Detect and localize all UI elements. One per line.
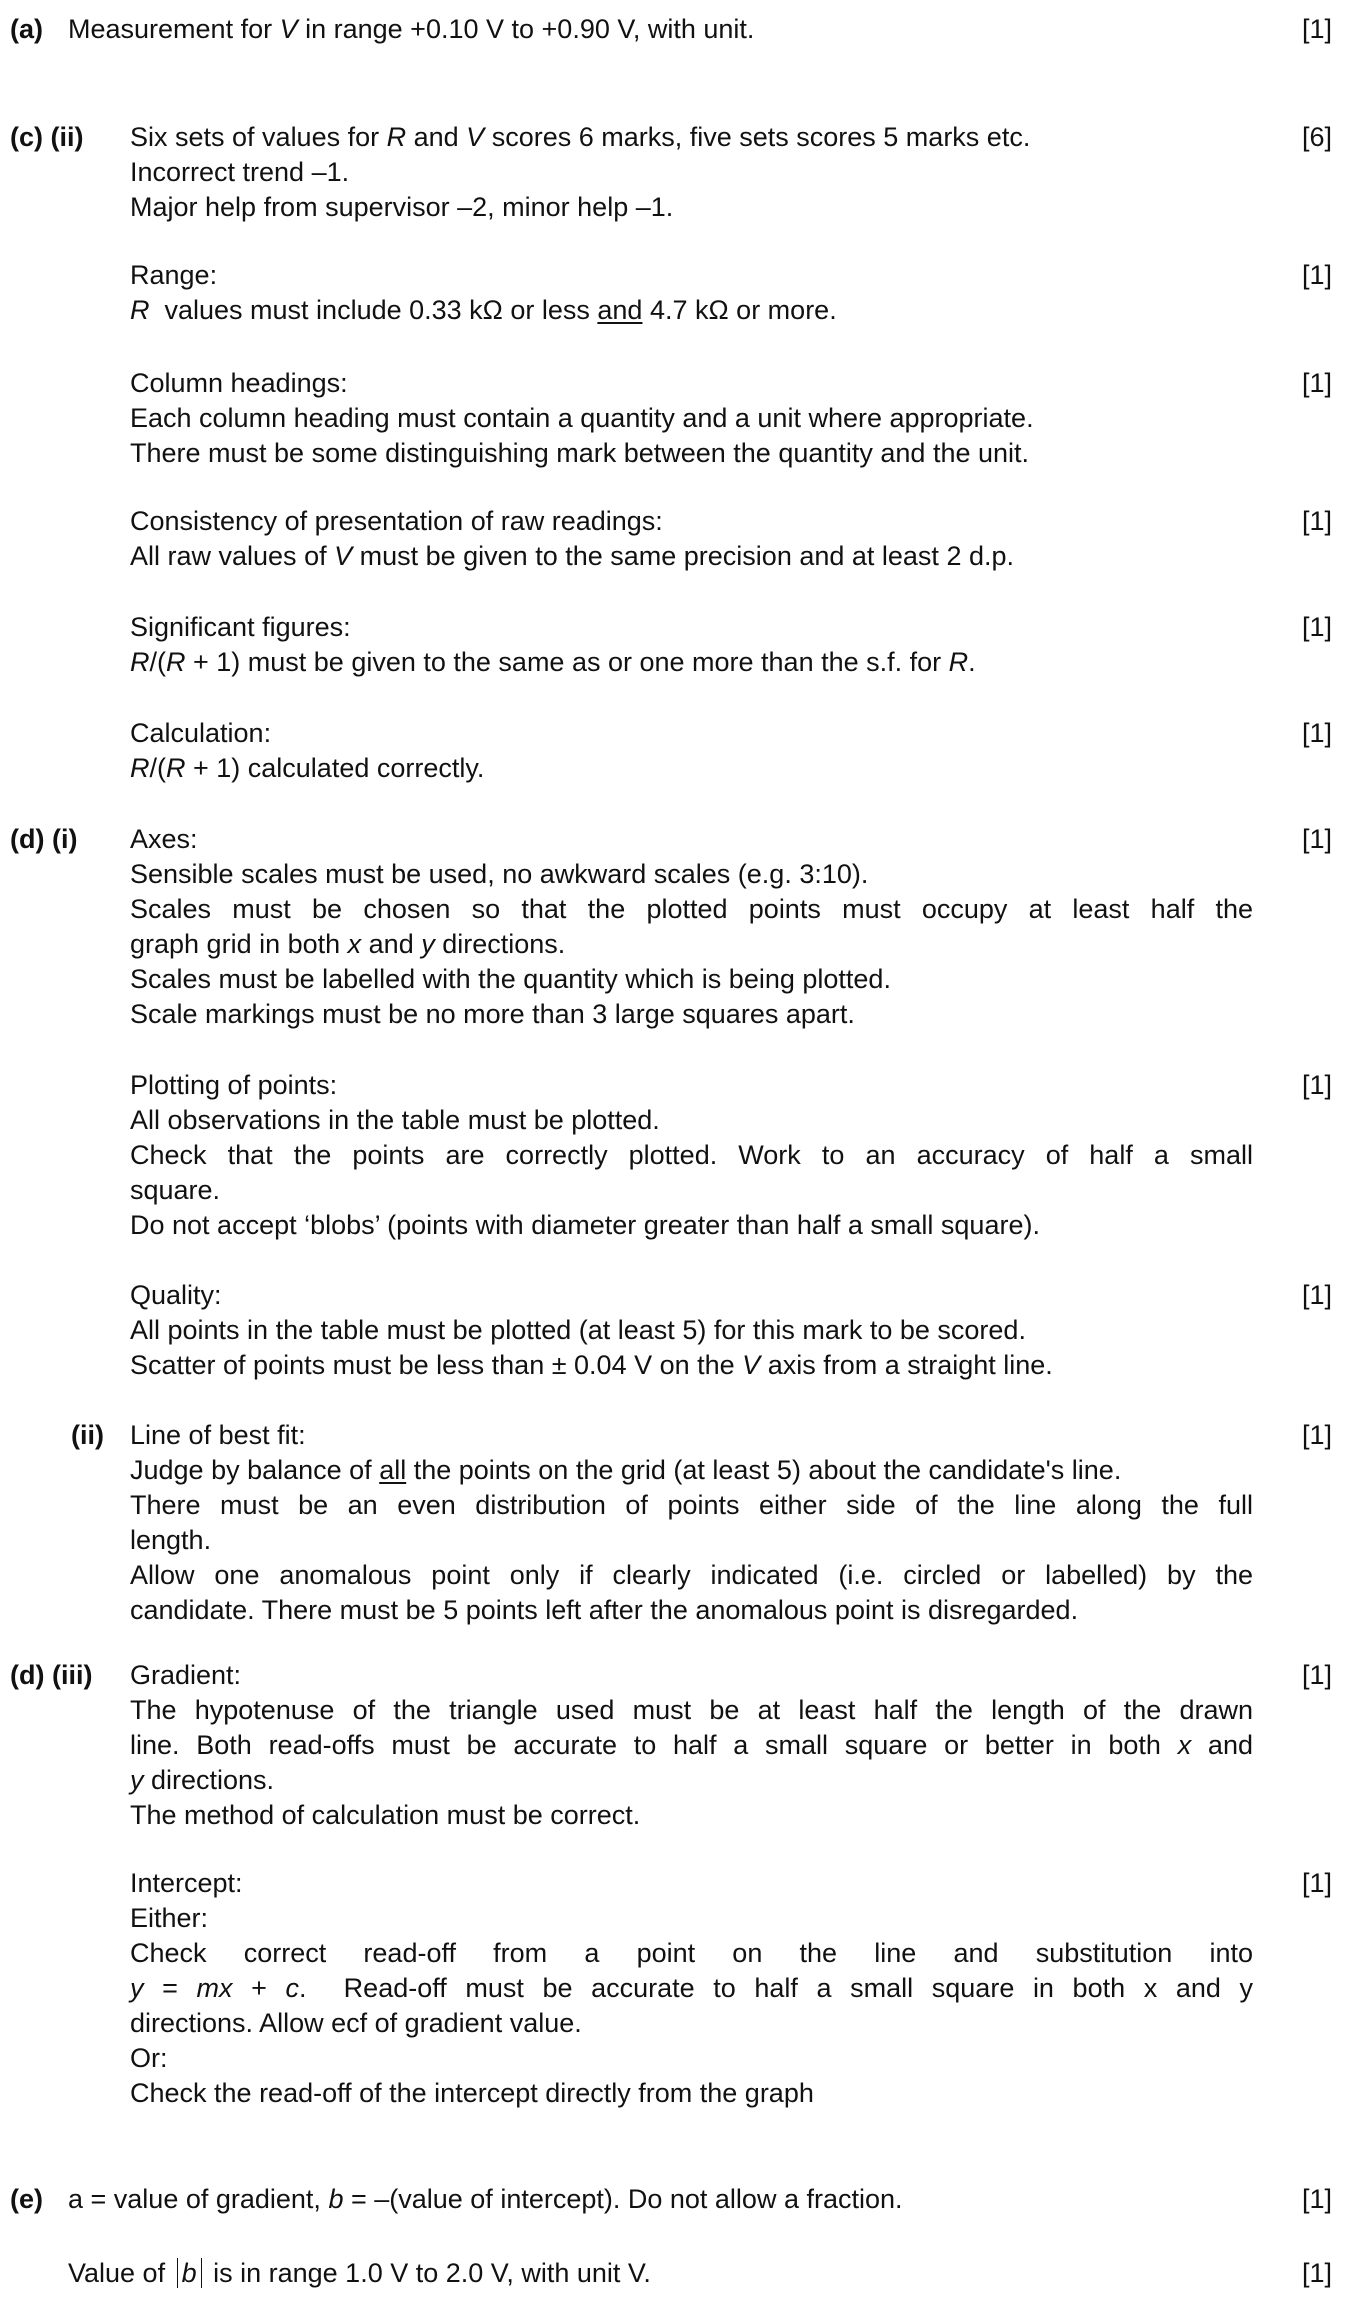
criterion-gradient-mark: [1] — [1301, 1660, 1332, 1690]
section-a-text: Measurement for V in range +0.10 V to +0.90 V, with unit. — [68, 14, 755, 44]
section-e-mark1: [1] — [1301, 2184, 1332, 2214]
criterion-gradient: Gradient: The hypotenuse of the triangle used must be at least half the length of the drawn line. Both read-offs must be accurate to half a small square or better in both x and y directions. The method of calculation must be correct. — [130, 1660, 1253, 1830]
section-c-ii-intro: Six sets of values for R and V scores 6 marks, five sets scores 5 marks etc. Incorrect trend –1. Major help from supervisor –2, minor help –1. — [130, 122, 1031, 222]
section-a-mark: [1] — [1301, 14, 1332, 44]
section-c-ii-intro-mark: [6] — [1301, 122, 1332, 152]
criterion-axes-title: Axes: — [130, 824, 198, 854]
criterion-best-fit-title: Line of best fit: — [130, 1420, 306, 1450]
criterion-axes-mark: [1] — [1301, 824, 1332, 854]
criterion-gradient-title: Gradient: — [130, 1660, 242, 1690]
section-c-ii-label: (c) (ii) — [10, 122, 84, 152]
criterion-calculation-mark: [1] — [1301, 718, 1332, 748]
criterion-consistency-title: Consistency of presentation of raw readings: — [130, 506, 663, 536]
criterion-sig-figs-mark: [1] — [1301, 612, 1332, 642]
criterion-column-headings-title: Column headings: — [130, 368, 348, 398]
criterion-column-headings-mark: [1] — [1301, 368, 1332, 398]
criterion-plotting-title: Plotting of points: — [130, 1070, 338, 1100]
criterion-intercept-mark: [1] — [1301, 1868, 1332, 1898]
section-d-i-label: (d) (i) — [10, 824, 78, 854]
section-e-mark2: [1] — [1301, 2258, 1332, 2288]
criterion-quality-mark: [1] — [1301, 1280, 1332, 1310]
criterion-range-text: R values must include 0.33 kΩ or less and 4.7 kΩ or more. — [130, 295, 837, 325]
criterion-sig-figs-text: R/(R + 1) must be given to the same as or one more than the s.f. for R. — [130, 647, 976, 677]
criterion-sig-figs-title: Significant figures: — [130, 612, 351, 642]
section-d-iii-label: (d) (iii) — [10, 1660, 93, 1690]
section-e-line2: Value of b is in range 1.0 V to 2.0 V, with unit V. — [68, 2258, 651, 2288]
section-a-label: (a) — [10, 14, 43, 44]
criterion-quality-title: Quality: — [130, 1280, 222, 1310]
section-d-ii-label: (ii) — [71, 1420, 104, 1450]
criterion-range-mark: [1] — [1301, 260, 1332, 290]
section-e-label: (e) — [10, 2184, 43, 2214]
criterion-consistency-text: All raw values of V must be given to the same precision and at least 2 d.p. — [130, 541, 1014, 571]
criterion-plotting-mark: [1] — [1301, 1070, 1332, 1100]
criterion-range-title: Range: — [130, 260, 218, 290]
mark-scheme-page: (a) Measurement for V in range +0.10 V to +0.90 V, with unit. [1] (c) (ii) Six sets of values for R and V scores 6 marks, five sets scores 5 marks etc. Incorrect trend –1. Major help from supervisor –2, minor help –1. [6] Range: R values must include 0.33 kΩ or less and 4.7 kΩ or more. [1] Column headings: Each column heading must contain a quantity and a unit where appropriate. There must be some distinguishing mark between the quantity and the unit. [1] Consistency of presentation of raw readings: All raw values of V must be given to the same precision and at least 2 d.p. [1] Significant figures: R/(R + 1) must be given to the same as or one more than the s.f. for R. [1] Calculation: R/(R + 1) calculated correctly. [1] (d) (i) Axes: Sensible scales must be used, no awkward scales (e.g. 3:10). Scales must be chosen so that the plotted points must occupy at least half the graph grid in both x and y directions. Scales must be labelled with the quantity which is being plotted. Scale markings must be no more than 3 large squares apart. [1] Plotting of points: All observations in the table must be plotted. Check that the points are correctly plotted. Work to an accuracy of half a small square. Do not accept ‘blobs’ (points with diameter greater than half a small square). [1] Quality: All points in the table must be plotted (at least 5) for this mark to be scored. Scatter of points must be less than ± 0.04 V on the V axis from a straight line. [1] (ii) Line of best fit: Judge by balance of all the points on the grid (at least 5) about the candidate's line. There must be an even distribution of points either side of the line along the full length. Allow one anomalous point only if clearly indicated (i.e. circled or labelled) by the candidate. There must be 5 points left after the anomalous point is disregarded. [1] (d) (iii) Gradient: The hypotenuse of the triangle used must be at least half the length of the drawn line. Both read-offs must be accurate to half a small square or better in both x and y directions. The method of calculation must be correct. [1] Intercept: Either: Check correct read-off from a point on the line and substitution into y = mx + c. Read-off must be accurate to half a small square in both x and y directions. Allow ecf of gradient value. Or: Check the read-off of the intercept directly from the graph [1] (e) a = value of gradient, b = –(value of intercept). Do not allow a fraction. [1] Value of b is in range 1.0 V to 2.0 V, with unit V. [1] — [0, 0, 1345, 2306]
section-e-line1: a = value of gradient, b = –(value of intercept). Do not allow a fraction. — [68, 2184, 903, 2214]
criterion-best-fit: Line of best fit: Judge by balance of all the points on the grid (at least 5) about the candidate's line. There must be an even distribution of points either side of the line along the full length. Allow one anomalous point only if clearly indicated (i.e. circled or labelled) by the candidate. There must be 5 points left after the anomalous point is disregarded. — [130, 1420, 1253, 1625]
criterion-axes: Axes: Sensible scales must be used, no awkward scales (e.g. 3:10). Scales must be chosen so that the plotted points must occupy at least half the graph grid in both x and y directions. Scales must be labelled with the quantity which is being plotted. Scale markings must be no more than 3 large squares apart. — [130, 824, 1253, 1029]
criterion-consistency-mark: [1] — [1301, 506, 1332, 536]
criterion-calculation-text: R/(R + 1) calculated correctly. — [130, 753, 485, 783]
criterion-best-fit-mark: [1] — [1301, 1420, 1332, 1450]
criterion-intercept-title: Intercept: — [130, 1868, 243, 1898]
criterion-calculation-title: Calculation: — [130, 718, 272, 748]
